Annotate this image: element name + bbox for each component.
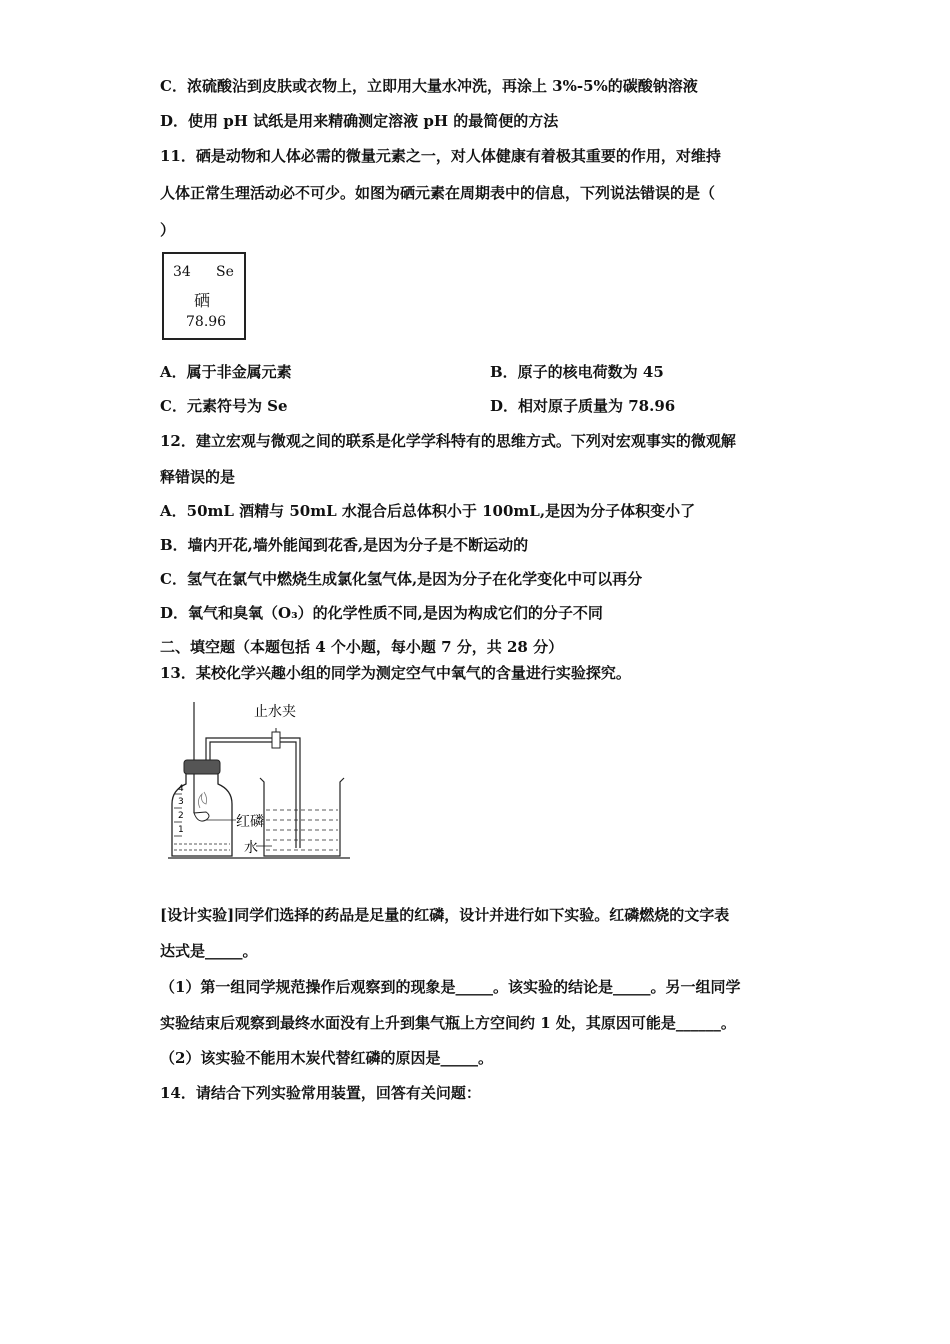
clamp-label: 止水夹 (254, 704, 296, 720)
q11-stem-line3: ） (160, 221, 176, 239)
q13-part2: （2）该实验不能用木炭代替红磷的原因是_____。 (160, 1049, 493, 1067)
q12-option-b: B．墙内开花,墙外能闻到花香,是因为分子是不断运动的 (160, 536, 529, 554)
q10-option-d: D．使用 pH 试纸是用来精确测定溶液 pH 的最简便的方法 (160, 112, 559, 130)
q11-option-b: B．原子的核电荷数为 45 (490, 363, 664, 381)
phosphorus-label: 红磷 (236, 814, 264, 830)
atomic-mass: 78.96 (186, 314, 227, 330)
q12-option-d: D．氧气和臭氧（O₃）的化学性质不同,是因为构成它们的分子不同 (160, 604, 603, 622)
atomic-number: 34 (173, 264, 191, 280)
q10-option-c: C．浓硫酸沾到皮肤或衣物上，立即用大量水冲洗，再涂上 3%-5%的碳酸钠溶液 (160, 77, 698, 95)
q13-design-line2: 达式是_____。 (160, 942, 258, 960)
q13-title: 13．某校化学兴趣小组的同学为测定空气中氧气的含量进行实验探究。 (160, 664, 631, 682)
section-heading-fill-in: 二、填空题（本题包括 4 个小题，每小题 7 分，共 28 分） (160, 638, 564, 656)
q13-design-line1: [设计实验]同学们选择的药品是足量的红磷，设计并进行如下实验。红磷燃烧的文字表 (160, 906, 730, 924)
q13-part1-line2: 实验结束后观察到最终水面没有上升到集气瓶上方空间约 1 处，其原因可能是______。 (160, 1014, 736, 1032)
oxygen-content-apparatus-diagram (160, 698, 360, 868)
q12-stem-line2: 释错误的是 (160, 468, 236, 486)
water-label: 水 (244, 840, 258, 856)
jar-mark-4: 4 (178, 784, 184, 794)
jar-mark-1: 1 (178, 825, 184, 835)
q12-stem-line1: 12．建立宏观与微观之间的联系是化学学科特有的思维方式。下列对宏观事实的微观解 (160, 432, 736, 450)
element-symbol: Se (216, 264, 234, 280)
jar-mark-2: 2 (178, 811, 184, 821)
q11-stem-line1: 11．硒是动物和人体必需的微量元素之一，对人体健康有着极其重要的作用，对维持 (160, 147, 721, 165)
q11-option-d: D．相对原子质量为 78.96 (490, 397, 676, 415)
q11-stem-line2: 人体正常生理活动必不可少。如图为硒元素在周期表中的信息，下列说法错误的是（ (160, 184, 716, 202)
q11-option-a: A．属于非金属元素 (160, 363, 292, 381)
q12-option-a: A．50mL 酒精与 50mL 水混合后总体积小于 100mL,是因为分子体积变小了 (160, 502, 696, 520)
element-name: 硒 (194, 291, 211, 310)
q11-option-c: C．元素符号为 Se (160, 397, 288, 415)
jar-mark-3: 3 (178, 797, 184, 807)
selenium-element-card (162, 252, 246, 340)
q12-option-c: C．氢气在氯气中燃烧生成氯化氢气体,是因为分子在化学变化中可以再分 (160, 570, 643, 588)
q13-part1-line1: （1）第一组同学规范操作后观察到的现象是_____。该实验的结论是_____。另一组同学 (160, 978, 741, 996)
q14-title: 14．请结合下列实验常用装置，回答有关问题： (160, 1084, 481, 1102)
